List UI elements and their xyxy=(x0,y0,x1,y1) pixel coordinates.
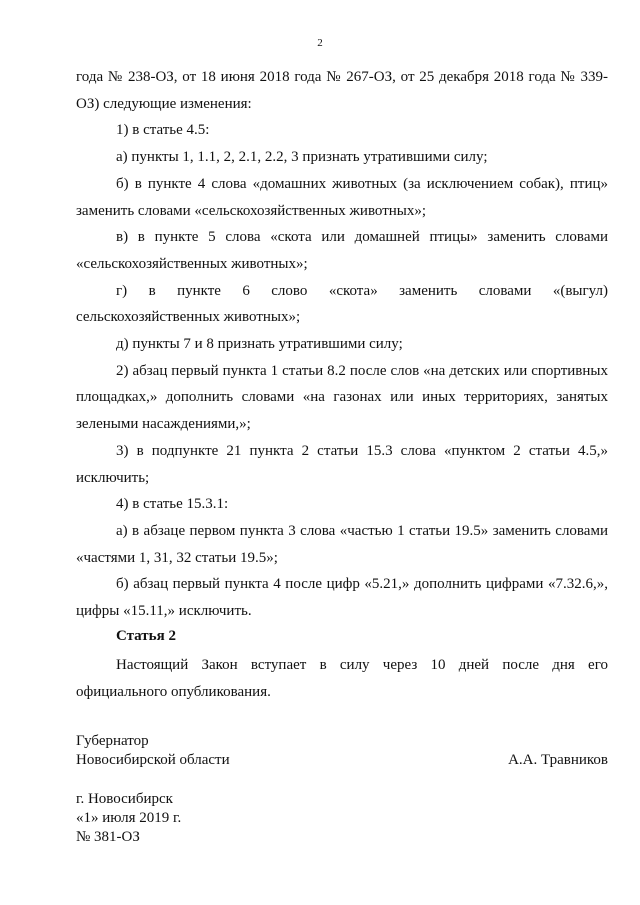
paragraph: а) в абзаце первом пункта 3 слова «частью 1 статьи 19.5» заменить словами «частями 1, 31, 32 статьи 19.5»; xyxy=(76,522,608,566)
place: г. Новосибирск xyxy=(76,791,173,807)
paragraph: Настоящий Закон вступает в силу через 10 дней после дня его официального опубликования. xyxy=(76,657,608,700)
paragraph: б) в пункте 4 слова «домашних животных (за исключением собак), птиц» заменить словами «сельскохозяйственных животных»; xyxy=(76,175,608,219)
paragraph: 2) абзац первый пункта 1 статьи 8.2 после слов «на детских или спортивных площадках,» дополнить словами «на газонах или иных территориях, занятых зелеными насаждениями,»; xyxy=(76,362,608,433)
signature-block xyxy=(76,732,608,770)
paragraph: 4) в статье 15.3.1: xyxy=(116,496,229,513)
signatory-name: А.А. Травников xyxy=(508,752,608,768)
signatory-title: Губернатор xyxy=(76,733,149,749)
paragraph: г) в пункте 6 слово «скота» заменить словами «(выгул) сельскохозяйственных животных»; xyxy=(76,282,608,326)
paragraph: а) пункты 1, 1.1, 2, 2.1, 2.2, 3 признать утратившими силу; xyxy=(116,149,488,166)
paragraph: в) в пункте 5 слова «скота или домашней птицы» заменить словами «сельскохозяйственных животных»; xyxy=(76,229,608,272)
document-footer xyxy=(76,790,181,847)
paragraph: б) абзац первый пункта 4 после цифр «5.21,» дополнить цифрами «7.32.6,», цифры «15.11,» исключить. xyxy=(76,576,608,620)
document-number: № 381-ОЗ xyxy=(76,829,140,845)
paragraph: д) пункты 7 и 8 признать утратившими силу; xyxy=(116,336,403,353)
paragraph: 1) в статье 4.5: xyxy=(116,122,210,139)
document-body xyxy=(76,64,608,625)
page-number: 2 xyxy=(317,37,323,49)
date: «1» июля 2019 г. xyxy=(76,810,182,826)
article-2-body xyxy=(76,652,608,705)
paragraph: 3) в подпункте 21 пункта 2 статьи 15.3 слова «пунктом 2 статьи 4.5,» исключить; xyxy=(76,442,608,486)
signatory-region: Новосибирской области xyxy=(76,752,230,768)
paragraph: года № 238-ОЗ, от 18 июня 2018 года № 267-ОЗ, от 25 декабря 2018 года № 339-ОЗ) следующие изменения: xyxy=(76,69,608,112)
article-heading: Статья 2 xyxy=(116,628,176,644)
